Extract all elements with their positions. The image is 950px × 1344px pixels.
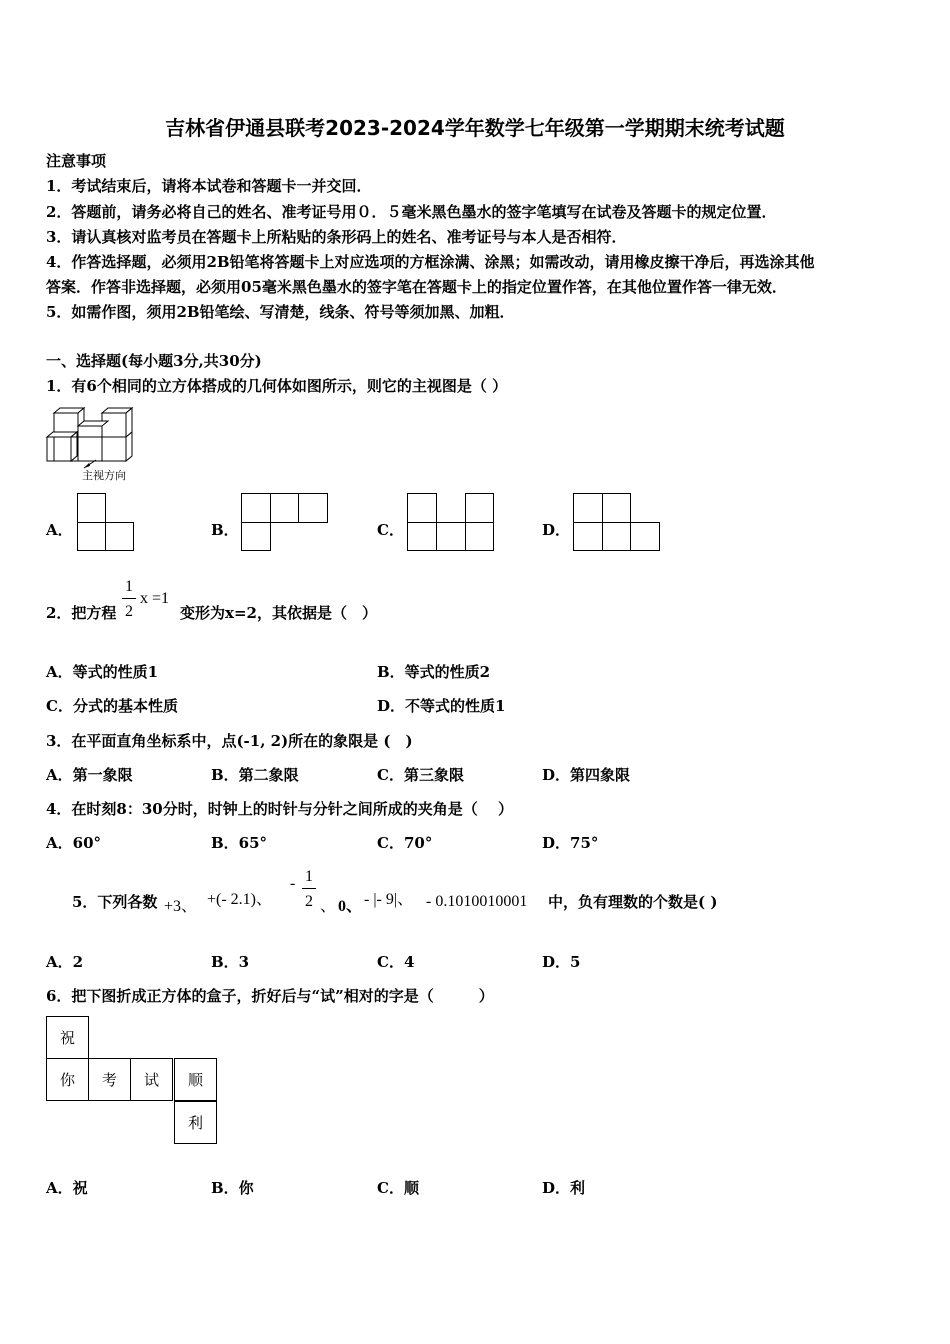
question-5-prefix: 5．下列各数 [72, 893, 158, 911]
q5-option-b: B．3 [211, 953, 250, 971]
q6-option-a: A．祝 [46, 1179, 88, 1197]
q6-option-c: C．顺 [377, 1179, 419, 1197]
note-item: 5．如需作图，须用2B铅笔绘、写清楚，线条、符号等须加黑、加粗． [46, 303, 515, 321]
note-item: 2．答题前，请务必将自己的姓名、准考证号用０．５毫米黑色墨水的签字笔填写在试卷及答题卡的规定位置． [46, 203, 777, 221]
net-cell: 你 [46, 1058, 89, 1101]
q2-option-c: C．分式的基本性质 [46, 697, 178, 715]
q6-option-d: D．利 [542, 1179, 586, 1197]
q2-option-a: A．等式的性质1 [46, 663, 159, 681]
note-item: 答案．作答非选择题，必须用05毫米黑色墨水的签字笔在答题卡上的指定位置作答，在其他位置作答一律无效． [46, 278, 787, 296]
q5-fraction-numerator: 1 [305, 868, 313, 885]
q5-option-c: C．4 [377, 953, 415, 971]
note-item: 3．请认真核对监考员在答题卡上所粘贴的条形码上的姓名、准考证号与本人是否相符． [46, 228, 627, 246]
q2-option-d: D．不等式的性质1 [377, 697, 506, 715]
net-cell: 考 [88, 1058, 131, 1101]
note-item: 4．作答选择题，必须用2B铅笔将答题卡上对应选项的方框涂满、涂黑；如需改动，请用橡皮擦干净后，再选涂其他 [46, 253, 815, 271]
q3-option-b: B．第二象限 [211, 766, 299, 784]
option-a-label: A． [46, 521, 73, 539]
q5-option-a: A．2 [46, 953, 84, 971]
q4-option-a: A．60° [46, 834, 102, 852]
question-3-stem: 3．在平面直角坐标系中，点(-1, 2)所在的象限是 ( ) [46, 732, 413, 750]
view-direction-label: 主视方向 [82, 469, 126, 482]
equation-rest: x =1 [140, 590, 170, 607]
cube-figure [44, 408, 144, 484]
q4-option-b: B．65° [211, 834, 268, 852]
q3-option-d: D．第四象限 [542, 766, 631, 784]
q5-fraction-denominator: 2 [305, 893, 313, 910]
fraction-bar [122, 598, 136, 599]
net-cell: 顺 [174, 1058, 217, 1101]
option-d-label: D． [542, 521, 571, 539]
q2-option-b: B．等式的性质2 [377, 663, 491, 681]
fraction-denominator: 2 [125, 603, 133, 620]
q5-fraction-bar [302, 888, 316, 889]
question-2-prefix: 2．把方程 [46, 604, 117, 622]
net-cell: 试 [130, 1058, 173, 1101]
q5-option-d: D．5 [542, 953, 581, 971]
q3-option-a: A．第一象限 [46, 766, 133, 784]
section-heading: 一、选择题(每小题3分,共30分) [46, 352, 262, 370]
q4-option-d: D．75° [542, 834, 599, 852]
question-6-stem: 6．把下图折成正方体的盒子，折好后与“试”相对的字是（ ） [46, 987, 494, 1005]
note-item: 1．考试结束后，请将本试卷和答题卡一并交回． [46, 177, 372, 195]
option-b-label: B． [211, 521, 239, 539]
q4-option-c: C．70° [377, 834, 433, 852]
net-cell: 祝 [46, 1016, 89, 1059]
q5-number-1: +3、 [164, 898, 198, 915]
question-4-stem: 4．在时刻8：30分时，时钟上的时针与分针之间所成的夹角是（ ） [46, 800, 513, 818]
net-cell: 利 [174, 1101, 217, 1144]
fraction-numerator: 1 [125, 578, 133, 595]
q6-option-b: B．你 [211, 1179, 254, 1197]
q5-number-4: 0、 [338, 898, 363, 915]
notes-heading: 注意事项 [46, 152, 107, 170]
page-title: 吉林省伊通县联考2023-2024学年数学七年级第一学期期末统考试题 [165, 116, 785, 140]
q5-number-6: - 0.1010010001 [426, 893, 528, 910]
question-2-suffix: 变形为x=2，其依据是（ ） [180, 604, 377, 622]
q3-option-c: C．第三象限 [377, 766, 464, 784]
q5-number-5: - |- 9|、 [364, 891, 414, 908]
question-5-suffix: 中，负有理数的个数是( ) [548, 893, 718, 911]
q5-separator: 、 [320, 898, 337, 915]
q5-number-3-sign: - [290, 875, 296, 892]
q5-number-2: +(- 2.1)、 [207, 891, 273, 908]
option-c-label: C． [377, 521, 404, 539]
question-1-stem: 1．有6个相同的立方体搭成的几何体如图所示，则它的主视图是（ ） [46, 377, 508, 395]
